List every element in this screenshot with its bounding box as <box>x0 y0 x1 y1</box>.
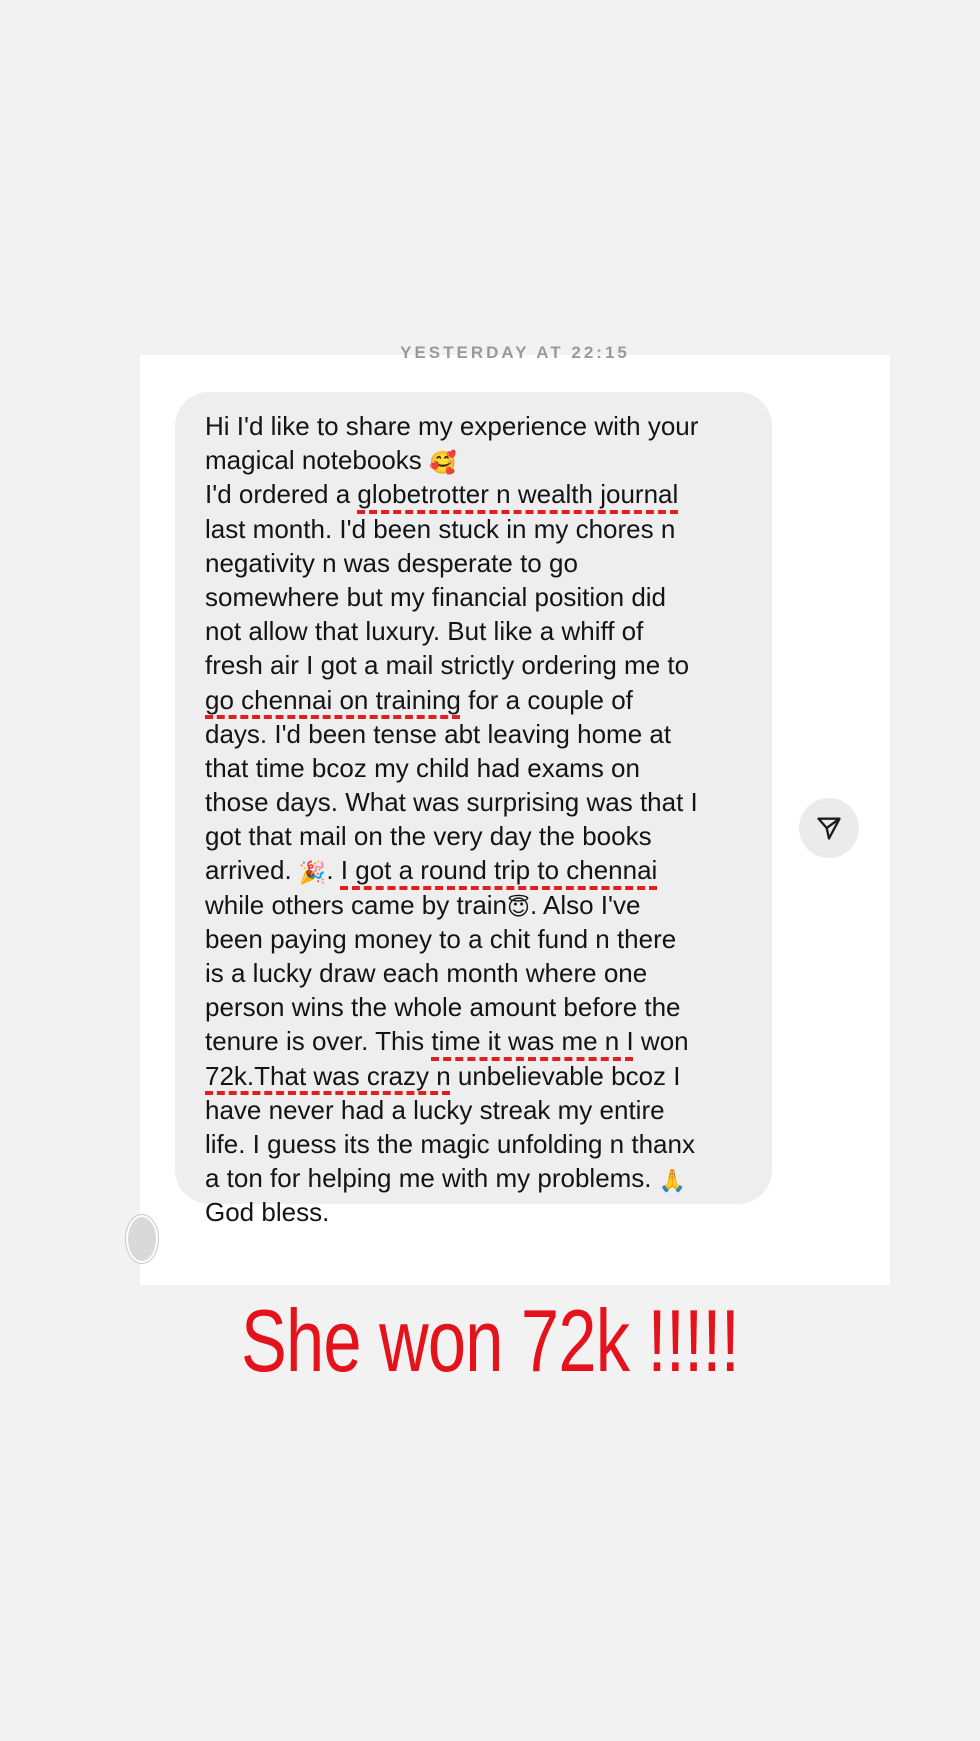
message-text: not allow that luxury. But like a whiff of <box>205 616 644 647</box>
message-text: person wins the whole amount before the <box>205 992 681 1023</box>
message-line <box>205 1195 742 1229</box>
message-line <box>205 1127 742 1161</box>
underlined-phrase: globetrotter n wealth journal <box>357 479 679 510</box>
underlined-phrase: go chennai on training <box>205 684 461 715</box>
message-text: been paying money to a chit fund n there <box>205 923 677 954</box>
sender-avatar[interactable] <box>126 1215 158 1263</box>
underlined-phrase: I got a round trip to chennai <box>340 855 658 886</box>
message-text: tenure is over. This <box>205 1026 432 1057</box>
message-line <box>205 819 742 853</box>
underlined-phrase: 72k.That was crazy n <box>205 1060 451 1091</box>
message-text: those days. What was surprising was that I <box>205 787 698 818</box>
message-text: somewhere but my financial position did <box>205 581 667 612</box>
message-text: have never had a lucky streak my entire <box>205 1094 665 1125</box>
message-line <box>205 648 742 682</box>
emoji: 🙏 <box>658 1169 687 1195</box>
emoji: 🥰 <box>429 451 457 477</box>
message-text: days. I'd been tense abt leaving home at <box>205 718 672 749</box>
message-line <box>205 990 742 1024</box>
message-text: . <box>326 855 341 886</box>
headline-caption: She won 72k !!!!! <box>240 1291 740 1390</box>
message-line <box>205 922 742 956</box>
message-line <box>205 853 742 887</box>
message-text: . Also I've <box>529 889 641 920</box>
message-line <box>205 717 742 751</box>
message-line <box>205 477 742 511</box>
message-text: last month. I'd been stuck in my chores n <box>205 513 676 544</box>
message-line <box>205 614 742 648</box>
message-line <box>205 409 742 443</box>
message-line <box>205 1161 742 1195</box>
emoji: 😇 <box>507 895 530 921</box>
message-text: won <box>633 1026 689 1057</box>
message-line <box>205 785 742 819</box>
message-line <box>205 580 742 614</box>
message-line <box>205 888 742 922</box>
share-button[interactable] <box>799 798 859 858</box>
message-text: Hi I'd like to share my experience with your <box>205 411 699 441</box>
message-line <box>205 512 742 546</box>
message-text: fresh air I got a mail strictly ordering me to <box>205 650 690 681</box>
message-text: that time bcoz my child had exams on <box>205 752 640 783</box>
message-text: arrived. <box>205 855 299 886</box>
message-card <box>140 343 890 1285</box>
message-line <box>205 683 742 717</box>
message-text: a ton for helping me with my problems. <box>205 1163 659 1194</box>
message-line <box>205 1093 742 1127</box>
message-text: for a couple of <box>460 684 633 715</box>
message-text: God bless. <box>205 1197 330 1228</box>
message-line <box>205 443 742 477</box>
emoji: 🎉 <box>298 861 327 887</box>
message-bubble[interactable] <box>175 392 772 1228</box>
paper-plane-icon <box>815 814 843 842</box>
underlined-phrase: time it was me n I <box>431 1026 634 1057</box>
message-line <box>205 1059 742 1093</box>
message-text: got that mail on the very day the books <box>205 821 652 852</box>
message-text: I'd ordered a <box>205 479 358 510</box>
message-line <box>205 546 742 580</box>
message-line <box>205 956 742 990</box>
message-text: unbelievable bcoz I <box>450 1060 681 1091</box>
message-text: is a lucky draw each month where one <box>205 958 648 988</box>
message-line <box>205 751 742 785</box>
message-text: while others came by train <box>205 889 508 920</box>
message-line <box>205 1024 742 1058</box>
message-text: life. I guess its the magic unfolding n thanx <box>205 1128 695 1159</box>
message-text: magical notebooks <box>205 445 430 476</box>
message-timestamp: YESTERDAY AT 22:15 <box>400 343 630 362</box>
message-text: negativity n was desperate to go <box>205 547 578 578</box>
